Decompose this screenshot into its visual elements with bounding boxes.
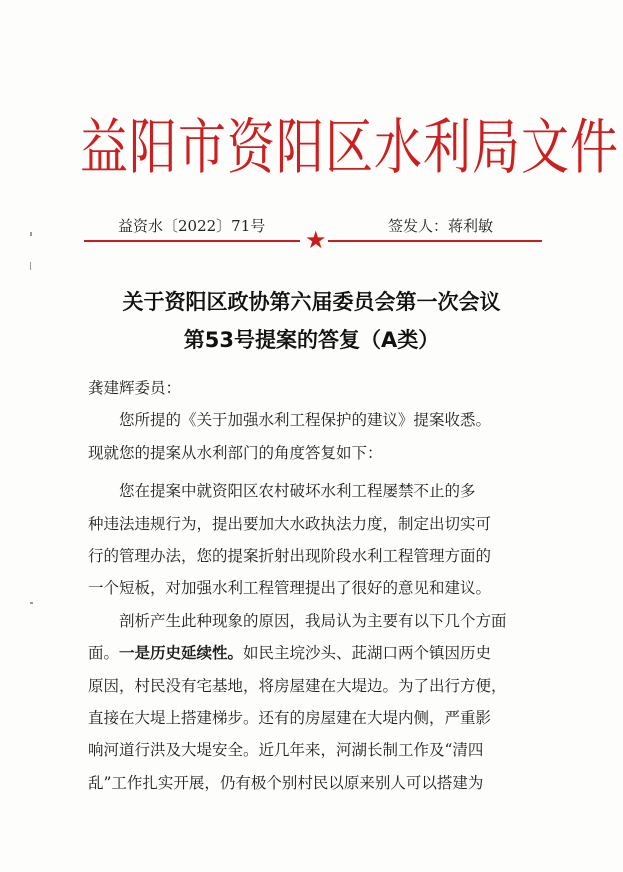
reply-title-line1: 关于资阳区政协第六届委员会第一次会议 (122, 290, 501, 314)
paragraph-line: 您在提案中就资阳区农村破坏水利工程屡禁不止的多 (119, 482, 476, 501)
scan-speck (30, 602, 33, 604)
bold-heading-history: 一是历史延续性。 (119, 644, 244, 663)
signer: 签发人：蒋利敏 (388, 217, 494, 235)
red-rule-left (84, 240, 300, 242)
salutation: 龚建辉委员： (88, 379, 182, 397)
paragraph-line (88, 637, 558, 669)
masthead-title: 益阳市资阳区水利局文件 (80, 112, 620, 183)
document-number: 益资水〔2022〕71号 (118, 217, 266, 235)
paragraph-line: 剖析产生此种现象的原因，我局认为主要有以下几个方面 (119, 611, 507, 630)
paragraph-line: 行的管理办法，您的提案折射出现阶段水利工程管理方面的 (88, 546, 492, 565)
paragraph-line: 直接在大堤上搭建梯步。还有的房屋建在大堤内侧，严重影 (88, 708, 492, 727)
paragraph-text: 如民主垸沙头、茈湖口两个镇因历史 (243, 644, 492, 663)
paragraph-line: 现就您的提案从水利部门的角度答复如下： (88, 443, 383, 462)
scan-speck (30, 232, 32, 236)
reply-body (88, 372, 558, 799)
reply-title-line2: 第53号提案的答复（A类） (183, 328, 440, 352)
paragraph-line: 一个短板，对加强水利工程管理提出了很好的意见和建议。 (88, 579, 492, 598)
paragraph-text: 面。 (88, 644, 120, 663)
star-icon: ★ (305, 226, 327, 254)
red-rule-right (328, 240, 542, 242)
scan-speck (30, 262, 31, 270)
paragraph-line: 您所提的《关于加强水利工程保护的建议》提案收悉。 (119, 411, 492, 430)
paragraph-line: 种违法违规行为，提出要加大水政执法力度，制定出切实可 (88, 514, 492, 533)
paragraph-line: 响河道行洪及大堤安全。近几年来，河湖长制工作及“清四 (88, 741, 484, 760)
paragraph-line: 乱”工作扎实开展，仍有极个别村民以原来别人可以搭建为 (88, 773, 484, 792)
paragraph-line: 原因，村民没有宅基地，将房屋建在大堤边。为了出行方便， (88, 676, 507, 695)
